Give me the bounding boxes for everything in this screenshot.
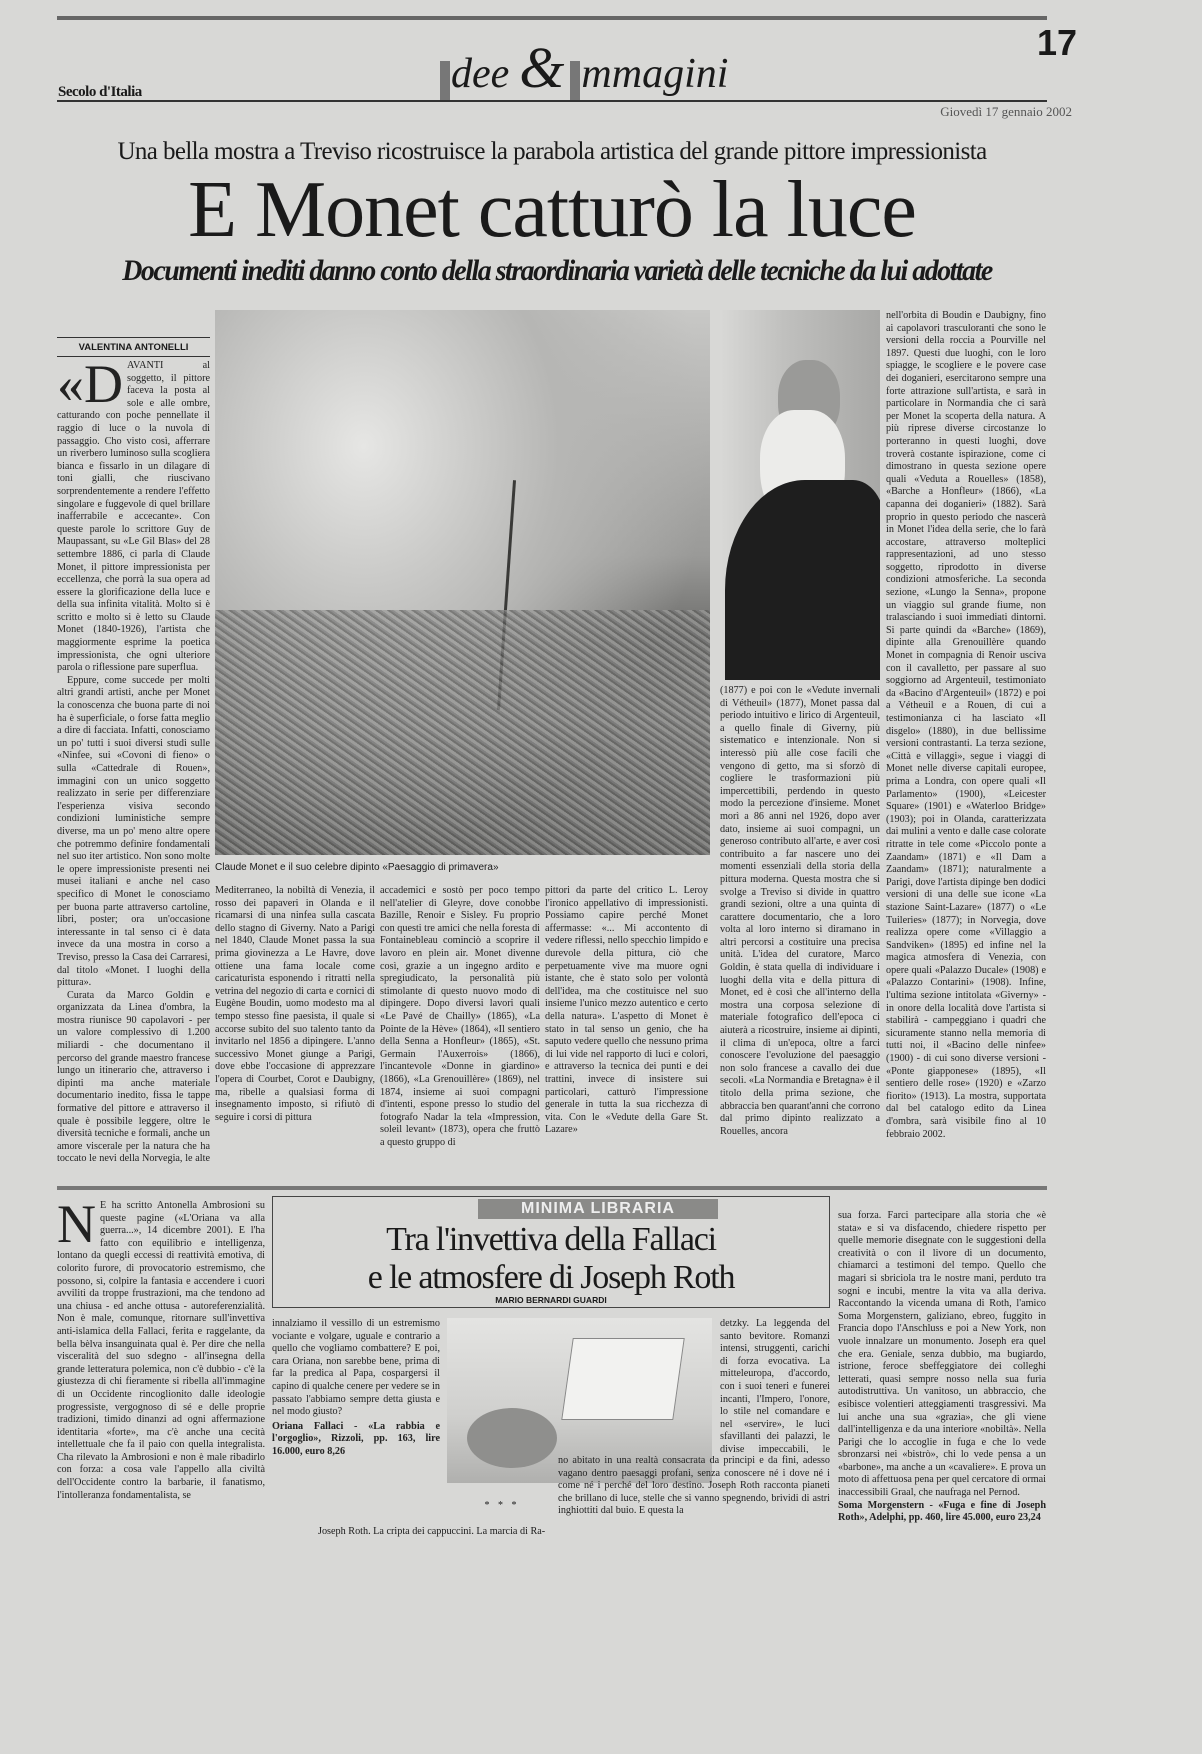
monet-portrait-image — [720, 310, 880, 680]
libraria-title-box — [272, 1196, 830, 1308]
paragraph: (1877) e poi con le «Vedute invernali di Vétheuil» (1877), Monet passa dal periodo intuitivo e lirico di Argenteuil, a quello finale di Giverny, più sistematico e intenzionale. Non si interessò più alle cose facili che vengono di getto, ma si sforzò di cogliere le trasformazioni più impercettibili, perdendo in questo modo la percezione d'insieme. Monet morì a 86 anni nel 1926, dopo aver dato, insieme ai suoi compagni, un generoso contributo all'arte, e aver così contribuito a far nascere uno dei momenti essenziali della storia della pittura moderna. Questa mostra che si svolge a Treviso si divide in quattro grandi sezioni, oltre a una quinta di carattere documentario, che a loro volta al loro interno si diramano in altri percorsi a costituire una precisa unità. L'idea del curatore, Marco Goldin, è stata quella di individuare i luoghi della vita e della pittura di Monet, ed è così che all'interno della mostra una corposa selezione di materiale fotografico dell'epoca ci aiuterà a ricostruire, insieme ai dipinti, il clima di un'epoca, oltre a farci conoscere l'evoluzione del paesaggio non solo francese a cavallo dei due secoli. «La Normandia e Bretagna» è il titolo della prima sezione, che abbraccia ben quarant'anni che corrono dal primo dipinto realizzato a Rouelles, ancora — [720, 685, 880, 1137]
byline: VALENTINA ANTONELLI — [78, 342, 189, 353]
paragraph: innalziamo il vessillo di un estremismo vociante e volgare, uguale e contrario a quello che vogliamo combattere? E poi, cara Oriana, non sarebbe bene, prima di far la predica al Papa, cospargersi il capino di qualche cenere per vedere se in passato l'abbiamo sempre detta giusta e nel modo giusto? — [272, 1318, 440, 1418]
portrait-coat — [725, 480, 880, 680]
title-line: e le atmosfere di Joseph Roth — [367, 1259, 735, 1296]
separator-stars: * * * — [484, 1500, 520, 1511]
section-ampersand: & — [519, 35, 565, 100]
top-rule — [57, 16, 1047, 20]
libraria-column-1 — [57, 1200, 265, 1550]
libraria-column-3b — [558, 1455, 830, 1520]
paragraph: Curata da Marco Goldin e organizzata da Linea d'ombra, la mostra riunisce 90 capolavori - per un valore complessivo di 1.200 miliardi - che documentano il percorso del grande maestro francese lungo un itinerario che, attraverso i dipinti ma anche materiale documentario inedito, fissa le tappe formative del pittore e attraverso il quale è possibile leggere, oltre le diversità tecniche e formali, anche un amore viscerale per la natura che ha toccato le nevi della Norvegia, le alte — [57, 989, 210, 1165]
newspaper-name: Secolo d'Italia — [58, 84, 142, 100]
date: Giovedì 17 gennaio 2002 — [940, 104, 1072, 119]
article-column-3 — [380, 885, 540, 1167]
libraria-column-3a — [720, 1318, 830, 1453]
article-subhead: Documenti inediti danno conto della straordinaria varietà delle tecniche da lui adottate — [122, 254, 992, 287]
minima-libraria-banner: MINIMA LIBRARIA — [478, 1199, 718, 1219]
monet-painting-image — [215, 310, 710, 855]
byline-rule — [57, 337, 210, 338]
libraria-column-2 — [272, 1318, 440, 1518]
field-texture — [215, 610, 710, 855]
paragraph: no abitato in una realtà consacrata da principi e da fini, adesso vagano dentro paesaggi profani, senza conoscere né i dove né i come né i perché del loro destino. Joseph Roth racconta pianeti che brillano di luce, stelle che si vanno spegnendo, brividi di astri inghiottiti dal buio. E questa la — [558, 1455, 830, 1517]
libraria-column-4 — [838, 1210, 1046, 1556]
article-kicker: Una bella mostra a Treviso ricostruisce la parabola artistica del grande pittore impressionista — [117, 138, 987, 165]
article-headline: E Monet catturò la luce — [188, 166, 916, 254]
article-column-4 — [545, 885, 708, 1167]
paragraph: sua forza. Farci partecipare alla storia che «è stata» e si va disfacendo, chiedere rispetto per quelle memorie disegnate con le suggestioni della creatività o con il livore di un documento, chiamarci a testimoni del tempo. Quello che magari si sbriciola tra le nostre mani, perduto tra sogni e incubi, mentre la vita va alla deriva. Raccontando la vicenda umana di Roth, l'amico Soma Morgenstern, galiziano, ebreo, fuggito in Francia dopo l'Anschluss e poi a New York, non vuole innalzare un monumento. Joseph era quel che era. Geniale, senza dubbio, ma bugiardo, istrione, feroce sbeffeggiatore dei colleghi letterati, quasi sempre nosso nella sua furia autodistruttiva. Un vanitoso, un abbraccio, che esibisce volentieri atteggiamenti trasgressivi. Ma lui anche una sua «grazia», che gli viene dall'intelligenza e da una interiore «nobiltà». Nella Parigi che lo accoglie in fuga e che lo vede sbronzarsi nei «bistrò», chi lo vede pensa a un «barbone», ma anche a un «cavaliere». E prova un moto di affettuosa pena per quel cercatore di ormai inaccessibili Graal, che naufraga nel Pernod. — [838, 1210, 1046, 1499]
paragraph: pittori da parte del critico L. Leroy l'ironico appellativo di impressionisti. Possiamo capire perché Monet affermasse: «... Mi accontento di vedere riflessi, nello specchio limpido e durevole della pittura, ciò che perpetuamente vive ma muore ogni istante, che è stato solo per volontà dell'idea, ma che costituisce nel suo insieme l'unico mezzo autentico e certo della natura». L'aspetto di Monet è stato in tal senso un genio, che ha saputo vedere quello che nessuno prima di lui vide nel rapporto di luci e colori, e attraverso la tecnica dei punti e dei trattini, invece di insistere sui particolari, catturò l'impressione generale in tutta la sua ricchezza di vita. Con le «Vedute della Gare St. Lazare» — [545, 885, 708, 1136]
section-rule — [57, 1186, 1047, 1190]
libraria-byline: MARIO BERNARDI GUARDI — [495, 1295, 607, 1305]
open-book-shape — [561, 1338, 685, 1420]
page-number: 17 — [1036, 22, 1077, 63]
photo-caption: Claude Monet e il suo celebre dipinto «Paesaggio di primavera» — [215, 862, 499, 873]
article-column-2 — [215, 885, 375, 1167]
byline-rule — [57, 356, 210, 357]
paragraph: detzky. La leggenda del santo bevitore. Romanzi intensi, struggenti, carichi di forza evocativa. La mitteleuropa, d'accordo, con i suoi teneri e funerei incanti, l'Impero, l'onore, lo stile nel comandare e nel «servire», le luci sfavillanti dei palazzi, le divise impeccabili, le — [720, 1318, 830, 1453]
title-line: Tra l'invettiva della Fallaci — [386, 1221, 716, 1258]
paragraph: Mediterraneo, la nobiltà di Venezia, il rosso dei papaveri in Olanda e il ricamarsi di una ninfea sulla cascata dello stagno di Giverny. Nato a Parigi nel 1840, Claude Monet passa la sua prima giovinezza a Le Havre, dove ottiene una fama locale come caricaturista esponendo i ritratti nella vetrina del negozio di carta e cornici di Eugène Boudin, uomo modesto ma al tempo stesso fine paesista, il quale si accorse subito del suo talento tanto da invitarlo nel 1856 a dipingere. L'anno successivo Monet giunge a Parigi, dove ebbe l'occasione di apprezzare l'opera di Courbet, Corot e Daubigny, ma, ribelle a qualsiasi forma di insegnamento imposto, si rifiutò di seguire i corsi di pittura — [215, 885, 375, 1123]
section-word-1: dee — [451, 51, 510, 97]
section-title — [440, 34, 729, 100]
bread-shape — [467, 1408, 557, 1468]
article-column-1 — [57, 360, 210, 1165]
header-rule — [57, 100, 1047, 102]
book-reference: Soma Morgenstern - «Fuga e fine di Joseph Roth», Adelphi, pp. 460, lire 45.000, euro 23,24 — [838, 1499, 1046, 1524]
libraria-title — [273, 1221, 829, 1297]
paragraph: E ha scritto Antonella Ambrosioni su queste pagine («L'Oriana va alla guerra...», 14 dicembre 2001). E l'ha fatto con equilibrio e intelligenza, lontano da quegli eccessi di reattività emotiva, di colorito furore, di provocatorio estremismo, che possono, sì, colpire la fantasia e accendere i cuori avviliti da troppe frustrazioni, ma che tendono ad una chiusa - ed anche ottusa - autoreferenzialità. Non è male, comunque, ritornare sull'invettiva anti-islamica della Fallaci, ferita e raggelante, da bella bèlva insanguinata qual è. Per dire che nella visceralità del suo sdegno - all'insegna della grande letteratura polemica, non c'è dubbio - c'è la giustezza di chi fieramente si ribella all'immagine di un Occidente rincoglionito dalle ideologie progressiste, vergognoso di sé e delle proprie tradizioni, timido dinanzi ad ogni affermazione identitaria «forte», ma c'è anche una cecità intellettuale che fa il paio con quella integralista. Cha rilevato la Ambrosioni e non è male ribadirlo con forza: a cosa vale l'appello alla civiltà dell'Occidente contro la barbarie, il fanatismo, l'intolleranza fondamentalista, se — [57, 1200, 265, 1501]
paragraph: nell'orbita di Boudin e Daubigny, fino ai capolavori trasculoranti che sono le versioni della roccia a Pourville nel 1897. Questi due luoghi, con le loro spiagge, le scogliere e le povere case dei doganieri, esercitarono sempre una forte attrazione sull'artista, e sarà in particolare in Normandia che ci sarà per Monet la scoperta della natura. A più riprese diverse circostanze lo porteranno in questi luoghi, dove troverà costante ispirazione, come ci dimostrano in questa sezione opere quali «Veduta a Rouelles» (1858), «Barche a Honfleur» (1866), «La capanna dei doganieri» (1882). Sarà proprio in questo periodo che nascerà in Monet l'idea della serie, che lo farà accostare, attraverso molteplici rappresentazioni, ad uno stesso soggetto, riprodotto in diverse condizioni atmosferiche. La seconda sezione, «Lungo la Senna», propone un viaggio sul grande fiume, non tralasciando i suoi immediati dintorni. Si parte quindi da «Barche» (1869), dipinte alla Grenouillère quando Monet in compagnia di Renoir usciva con il cavalletto, per passare al suo soggiorno ad Argenteuil, testimoniato da «Bacino d'Argenteuil» (1872) e poi a Vétheuil e a Rouen, di cui a testimonianza ci ha lasciato «Il disgelo» (1880), in due bellissime versioni contrastanti. La terza sezione, «Città e villaggi», segue i viaggi di Monet nelle diverse capitali europee, prima a Londra, con opere quali «Il Parlamento» (1900), «Leicester Square» (1901) e «Waterloo Bridge» (1903); poi in Olanda, caratterizzata dai mulini a vento e dalle case colorate ritratte in tele come «Piccolo ponte a Zaandam» (1871) e «Il Dam a Zaandam» (1871); naturalmente a Parigi, dove l'artista dipinge ben dodici versioni di una delle sue icone «La stazione Saint-Lazare» (1877) o «Le Tuileries» (1877); in Norvegia, dove realizza opere come «Villaggio a Sandviken» (1895) ed infine nel la magica atmosfera di Venezia, con opere quali «Palazzo Ducale» (1908) e «Palazzo Contarini» (1908). Infine, l'ultima sezione intitolata «Giverny» - in onore della località dove l'artista si stabilirà - campeggiano i quadri che sicuramente stanno nella memoria di tutti noi, il «Bacino delle ninfee» (1900) - di cui sono diverse versioni - «Ponte giapponese» (1895), «Il sentiero delle rose» (1920) e «Zarzo fiorito» (1913). La mostra, supportata dal bel catalogo edito da Linea d'ombra, sarà visibile fino al 10 febbraio 2002. — [886, 310, 1046, 1140]
book-reference: Oriana Fallaci - «La rabbia e l'orgoglio», Rizzoli, pp. 163, lire 16.000, euro 8,26 — [272, 1420, 440, 1457]
dropcap: «D — [57, 360, 123, 414]
paragraph: AVANTI al soggetto, il pittore faceva la posta al sole e alle ombre, catturando con poche pennellate il raggio di luce o la nuvola di passaggio. Cho visto così, afferrare un riverbero luminoso sulla scogliera bianca e fissarlo in un dilagare di toni gialli, che riuscivano sorprendentemente a rendere l'effetto singolare e fuggevole di quel brillare inafferrabile e accecante». Con queste parole lo scrittore Guy de Maupassant, su «Le Gil Blas» del 28 settembre 1886, ci parla di Claude Monet, il pittore impressionista per eccellenza, che porrà la sua opera ad essere la glorificazione della luce e della sua infinita vitalità. Molto si è scritto e molto si è letto su Claude Monet (1840-1926), l'artista che maggiormente esprime la poetica impressionista, che ogni ulteriore parola o riflessione pare superflua. — [57, 360, 210, 674]
article-column-6 — [886, 310, 1046, 1167]
paragraph: accademici e sostò per poco tempo nell'atelier di Gleyre, dove conobbe Bazille, Renoir e Sisley. Fu proprio con questi tre amici che nella foresta di Fontainebleau cominciò a scoprire il lavoro en plein air. Monet divenne così, grazie a un ingegno ardito e spregiudicato, la personalità più stimolante di questo nuovo modo di dipingere. Dopo diversi lavori quali «Le Pavé de Chailly» (1865), «La Pointe de la Hève» (1864), «Il sentiero della Senna a Honfleur» (1865), «St. Germain l'Auxerrois» (1866), l'incantevole «Donne in giardino» (1866), «La Grenouillère» (1869), nel 1874, insieme ai suoi compagni d'intenti, espone presso lo studio del fotografo Nadar la tela «Impression, soleil levant» (1873), opera che fruttò a questo gruppo di — [380, 885, 540, 1148]
image-caption: Joseph Roth. La cripta dei cappuccini. La marcia di Ra- — [318, 1526, 546, 1537]
paragraph: Eppure, come succede per molti altri grandi artisti, anche per Monet la conoscenza che buona parte di noi ha è superficiale, o forse fatta meglio a dire di facciata. Infatti, conosciamo un po' tutti i suoi diversi studi sulle «Ninfee, sui «Covoni di fieno» o sulla «Cattedrale di Rouen», immagini con un unico soggetto realizzato in serie per differenziare l'esperienza visiva secondo condizioni luministiche sempre diverse, ma un po' meno altre opere che potremmo definire fondamentali nel suo iter artistico. Non sono molte le opere impressioniste presenti nei musei italiani e anche nel caso specifico di Monet le conosciamo per buona parte attraverso cartoline, libri, poster; ora un'occasione interessante in tal senso ci è data invece da una mostra in corso a Treviso, presso la Casa dei Carraresi, dal titolo «Monet. I luoghi della pittura». — [57, 674, 210, 989]
dropcap: N — [57, 1200, 96, 1254]
section-word-2: mmagini — [581, 51, 729, 97]
article-column-5 — [720, 685, 880, 1167]
